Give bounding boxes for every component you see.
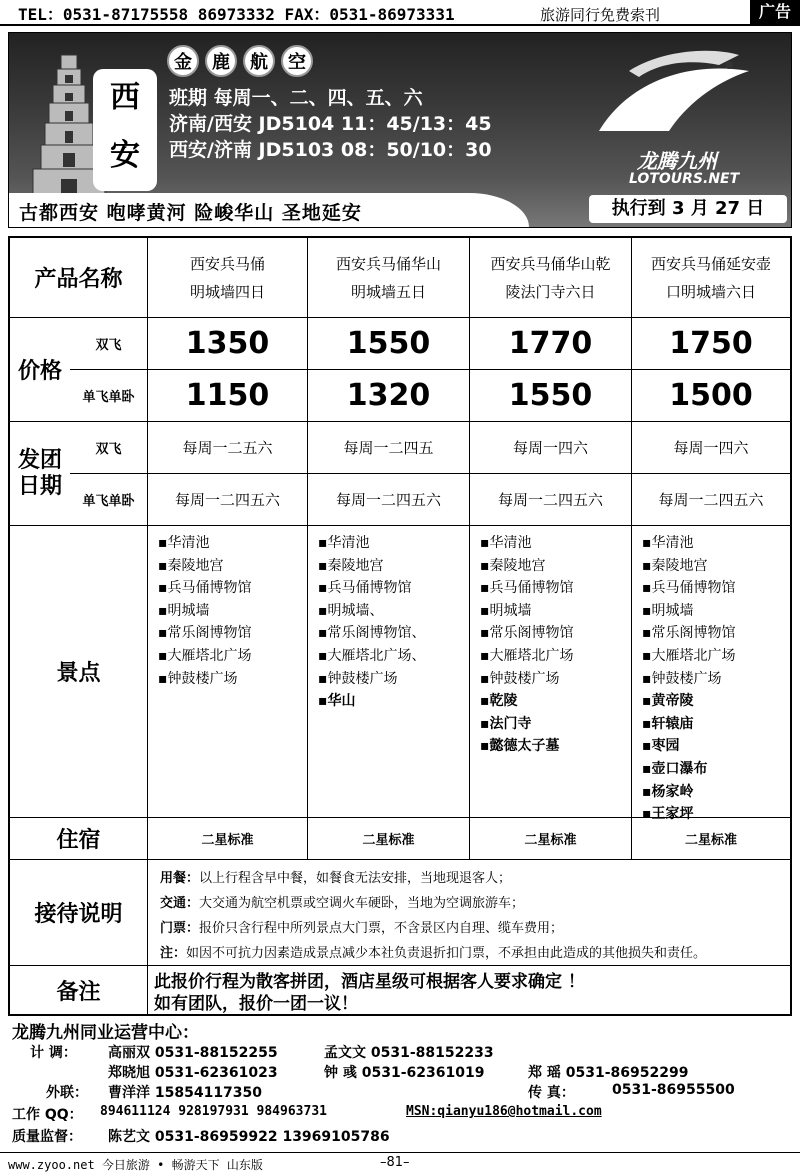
departure-days: 每周一四六 (673, 439, 749, 457)
qq-label: 工作 QQ： (12, 1107, 83, 1123)
product-name-line: 口明城墙六日 (665, 282, 756, 301)
footer-site: www.zyoo.net 今日旅游 • 畅游天下 山东版 (8, 1158, 263, 1172)
product-name-line: 西安兵马俑 (189, 254, 265, 273)
flight-outbound: 济南/西安 JD5104 11：45/13：45 (169, 113, 492, 135)
airline-char: 鹿 (205, 45, 237, 77)
flight-schedule (169, 85, 492, 163)
reception-item (160, 866, 790, 891)
row-label: 价格 (17, 359, 62, 384)
reception-item (160, 941, 790, 966)
row-departure-single (70, 474, 790, 526)
spot-list (632, 526, 790, 823)
sub-label: 双飞 (70, 422, 148, 473)
remark-line: 如有团队，报价一团一议！ (154, 994, 358, 1014)
departure-days: 每周一二四五六 (470, 474, 632, 525)
spot-item: ▪乾陵 (480, 693, 518, 710)
spot-item: ▪枣园 (642, 738, 680, 755)
departure-days: 每周一二四五六 (308, 474, 470, 525)
slogans: 古都西安 咆哮黄河 险峻华山 圣地延安 (19, 202, 362, 224)
note-text: 如因不可抗力因素造成景点减少本社负责退折扣门票，不承担由此造成的其他损失和责任。 (186, 946, 707, 961)
spot-item: ▪兵马俑博物馆 (158, 580, 252, 597)
row-reception (10, 860, 790, 966)
spot-item: ▪常乐阁博物馆 (158, 625, 252, 642)
lodging-value: 二星标准 (470, 818, 632, 859)
spot-item: ▪常乐阁博物馆 (480, 625, 574, 642)
departure-days: 每周一二四五六 (658, 491, 764, 509)
spot-item: ▪大雁塔北广场 (158, 647, 252, 664)
quality-contact: 陈艺文 0531-86959922 13969105786 (108, 1129, 390, 1145)
spot-list (470, 526, 632, 817)
dragon-logo-icon (569, 41, 789, 151)
city-char-1: 西 (110, 80, 140, 115)
city-name (93, 69, 157, 191)
row-label: 发团日期 (17, 447, 62, 499)
row-lodging (10, 818, 790, 860)
price-value: 1550 (308, 318, 470, 369)
spot-item: ▪明城墙 (158, 602, 210, 619)
spot-item: ▪钟鼓楼广场 (318, 670, 398, 687)
schedule-days: 班期 每周一、二、四、五、六 (169, 87, 423, 109)
price-value: 1150 (148, 370, 308, 421)
spot-item: ▪秦陵地宫 (480, 557, 546, 574)
remark-line: 此报价行程为散客拼团，酒店星级可根据客人要求确定 ！ (154, 972, 585, 992)
spot-item: ▪钟鼓楼广场 (642, 670, 722, 687)
airline-char: 空 (281, 45, 313, 77)
note-label: 交通： (160, 896, 200, 911)
page-number: –81– (380, 1155, 410, 1170)
spot-item: ▪华清池 (642, 535, 694, 551)
spot-item: ▪钟鼓楼广场 (158, 670, 238, 687)
logo-english: LOTOURS.NET (629, 171, 740, 187)
row-price-single (70, 370, 790, 422)
spot-item: ▪兵马俑博物馆 (318, 580, 412, 597)
lodging-value: 二星标准 (684, 833, 737, 848)
price-value: 1750 (669, 326, 753, 361)
product-name (308, 238, 470, 317)
remark-text (148, 966, 790, 1014)
plan-contact: 高丽双 0531-88152255 (108, 1045, 278, 1061)
valid-until: 执行到 3 月 27 日 (589, 195, 787, 223)
note-text: 大交通为航空机票或空调火车硬卧，当地为空调旅游车； (199, 896, 525, 911)
plan-contact: 郑晓旭 0531-62361023 (108, 1065, 278, 1081)
spot-item: ▪华清池 (480, 535, 532, 551)
reception-item (160, 891, 790, 916)
lodging-value: 二星标准 (308, 818, 470, 859)
product-name (632, 238, 790, 317)
footer (0, 1152, 800, 1172)
plan-contact: 孟文文 0531-88152233 (324, 1045, 494, 1061)
top-bar (0, 0, 800, 26)
fax-number: 0531-86955500 (612, 1082, 735, 1098)
spot-item: ▪大雁塔北广场 (480, 647, 574, 664)
spot-item: ▪兵马俑博物馆 (642, 580, 736, 597)
airline-char: 航 (243, 45, 275, 77)
spot-item: ▪杨家岭 (642, 783, 694, 800)
product-name-line: 陵法门寺六日 (505, 282, 596, 301)
row-price-double (70, 318, 790, 370)
row-departure-double (70, 422, 790, 474)
ad-badge: 广告 (750, 0, 800, 24)
price-value: 1500 (669, 378, 753, 413)
banner (8, 32, 792, 228)
departure-days: 每周一四六 (470, 422, 632, 473)
note-label: 门票： (160, 921, 200, 936)
price-value: 1770 (470, 318, 632, 369)
logo-chinese: 龙腾九州 (637, 149, 717, 173)
note-text: 以上行程含早中餐，如餐食无法安排，当地现退客人； (199, 871, 512, 886)
product-name-line: 西安兵马俑华山乾 (490, 254, 611, 273)
qq-numbers: 894611124 928197931 984963731 (100, 1104, 327, 1119)
price-value: 1320 (308, 370, 470, 421)
note-label: 用餐： (160, 871, 200, 886)
spot-list (308, 526, 470, 817)
airline-char: 金 (167, 45, 199, 77)
row-label: 接待说明 (10, 860, 148, 965)
product-name (148, 238, 308, 317)
sub-label: 双飞 (70, 318, 148, 369)
spot-item: ▪王家坪 (642, 806, 694, 823)
plan-contact: 钟 彧 0531-62361019 (324, 1065, 485, 1081)
product-name (470, 238, 632, 317)
contacts-section (8, 1016, 792, 1150)
product-name-line: 西安兵马俑华山 (335, 254, 441, 273)
departure-days: 每周一二五六 (148, 422, 308, 473)
spot-item: ▪秦陵地宫 (158, 557, 224, 574)
spot-item: ▪华山 (318, 693, 356, 710)
spot-item: ▪明城墙、 (318, 602, 384, 619)
ext-contact: 曹洋洋 15854117350 (108, 1085, 263, 1101)
spot-item: ▪兵马俑博物馆 (480, 580, 574, 597)
spot-item: ▪常乐阁博物馆 (642, 625, 736, 642)
note-text: 报价只含行程中所列景点大门票，不含景区内自理、缆车费用； (199, 921, 564, 936)
msn-link[interactable]: MSN:qianyu186@hotmail.com (406, 1104, 602, 1119)
airline-name (167, 45, 313, 77)
reception-notes (148, 860, 790, 965)
row-spots (10, 526, 790, 823)
plan-label: 计 调： (30, 1045, 77, 1061)
departure-days: 每周一二四五六 (148, 474, 308, 525)
spot-item: ▪壶口瀑布 (642, 760, 708, 777)
ext-label: 外联： (46, 1085, 88, 1101)
spot-item: ▪钟鼓楼广场 (480, 670, 560, 687)
price-table (8, 236, 792, 1016)
header-contact: TEL：0531-87175558 86973332 FAX：0531-86973331 (18, 5, 455, 24)
spot-list (148, 526, 308, 817)
row-label: 住宿 (10, 818, 148, 859)
fax-label: 传 真： (528, 1085, 575, 1101)
flight-return: 西安/济南 JD5103 08：50/10：30 (169, 139, 492, 161)
spot-item: ▪华清池 (158, 535, 210, 551)
sub-label: 单飞单卧 (70, 474, 148, 525)
product-name-line: 西安兵马俑延安壶 (650, 254, 771, 273)
company-logo (569, 41, 789, 191)
price-value: 1350 (148, 318, 308, 369)
product-name-line: 明城墙四日 (189, 282, 265, 301)
row-label: 景点 (10, 526, 148, 817)
reception-item (160, 916, 790, 941)
row-label: 产品名称 (10, 238, 148, 317)
row-product (10, 238, 790, 318)
spot-item: ▪轩辕庙 (642, 715, 694, 732)
plan-contact: 郑 瑶 0531-86952299 (528, 1065, 689, 1081)
product-name-line: 明城墙五日 (350, 282, 426, 301)
departure-days: 每周一二四五 (308, 422, 470, 473)
spot-item: ▪华清池 (318, 535, 370, 551)
row-remark (10, 966, 790, 1014)
row-label: 备注 (10, 966, 148, 1014)
note-label: 注： (160, 946, 187, 961)
spot-item: ▪大雁塔北广场、 (318, 647, 426, 664)
spot-item: ▪常乐阁博物馆、 (318, 625, 426, 642)
quality-label: 质量监督： (12, 1129, 82, 1145)
spot-item: ▪秦陵地宫 (642, 557, 708, 574)
spot-item: ▪法门寺 (480, 715, 532, 732)
spot-item: ▪大雁塔北广场 (642, 647, 736, 664)
sub-label: 单飞单卧 (70, 370, 148, 421)
spot-item: ▪黄帝陵 (642, 693, 694, 710)
spot-item: ▪秦陵地宫 (318, 557, 384, 574)
header-feature: 旅游同行免费索刊 (540, 6, 661, 24)
lodging-value: 二星标准 (148, 818, 308, 859)
spot-item: ▪明城墙 (642, 602, 694, 619)
spot-item: ▪懿德太子墓 (480, 738, 560, 755)
contacts-title: 龙腾九州同业运营中心： (12, 1023, 199, 1043)
spot-item: ▪明城墙 (480, 602, 532, 619)
price-value: 1550 (470, 370, 632, 421)
city-char-2: 安 (110, 138, 140, 173)
